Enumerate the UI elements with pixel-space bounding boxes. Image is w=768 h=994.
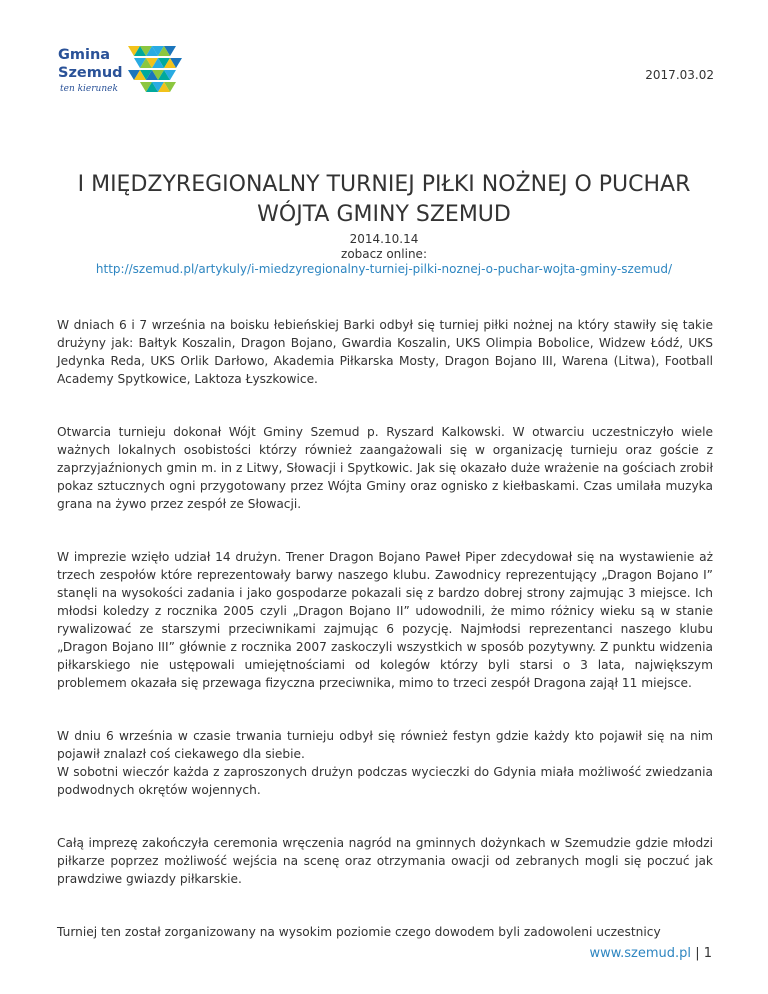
page-number: 1: [703, 946, 712, 961]
page-footer: [589, 946, 712, 961]
paragraph-festival: W dniu 6 września w czasie trwania turnieju odbył się również festyn gdzie każdy kto pojawił się na nim pojawił znalazł coś ciekawego dla siebie.: [57, 729, 713, 761]
page-header: [0, 0, 768, 120]
article-title: I MIĘDZYREGIONALNY TURNIEJ PIŁKI NOŻNEJ O PUCHAR WÓJTA GMINY SZEMUD: [77, 172, 691, 227]
article-link[interactable]: http://szemud.pl/artykuly/i-miedzyregionalny-turniej-pilki-noznej-o-puchar-wojta-gminy-szemud/: [95, 262, 673, 276]
article-body: [57, 316, 713, 976]
paragraph-summary: Turniej ten został zorganizowany na wysokim poziomie czego dowodem byli zadowoleni uczestnicy: [57, 925, 661, 939]
paragraph-teams: W dniach 6 i 7 września na boisku łebieńskiej Barki odbył się turniej piłki nożnej na który stawiły się takie drużyny jak: Bałtyk Koszalin, Dragon Bojano, Gwardia Koszalin, UKS Olimpia Bobolice, Widzew Łódź, UKS Jedynka Reda, UKS Orlik Darłowo, Akademia Piłkarska Mosty, Dragon Bojano III, Warena (Litwa), Football Academy Spytkowice, Laktoza Łyszkowice.: [57, 318, 713, 386]
logo-tagline: ten kierunek: [60, 84, 118, 94]
paragraph-ceremony: Całą imprezę zakończyła ceremonia wręczenia nagród na gminnych dożynkach w Szemudzie gdzie młodzi piłkarze poprzez możliwość wejścia na scenę oraz otrzymania owacji od zebranych mogli się poczuć jak prawdziwe gwiazdy piłkarskie.: [57, 836, 713, 886]
footer-separator: |: [695, 946, 700, 961]
triangle-mosaic-icon: [126, 44, 190, 100]
paragraph-trip: W sobotni wieczór każda z zaproszonych drużyn podczas wycieczki do Gdynia miała możliwość zwiedzania podwodnych okrętów wojennych.: [57, 765, 713, 797]
see-online-label: zobacz online:: [341, 247, 427, 261]
logo-line2: Szemud: [58, 65, 123, 81]
paragraph-results: W imprezie wzięło udział 14 drużyn. Trener Dragon Bojano Paweł Piper zdecydował się na wystawienie aż trzech zespołów które reprezentowały barwy naszego klubu. Zawodnicy reprezentujący „Dragon Bojano I” stanęli na wysokości zadania i jako gospodarze pokazali się z bardzo dobrej strony zajmując 3 miejsce. Ich młodsi koledzy z rocznika 2005 czyli „Dragon Bojano II” udowodnili, że mimo różnicy wieku są w stanie rywalizować ze starszymi przeciwnikami zajmując 6 pozycję. Najmłodsi reprezentanci naszego klubu „Dragon Bojano III” głównie z rocznika 2007 zaskoczyli wszystkich w sposób pozytywny. Z punktu widzenia piłkarskiego nie ustępowali umiejętnościami od kolegów którzy byli starsi o 3 lata, największym problemem okazała się przewaga fizyczna przeciwnika, mimo to trzeci zespół Dragona zajął 11 miejsce.: [57, 550, 713, 690]
site-link[interactable]: www.szemud.pl: [589, 946, 692, 961]
logo-line1: Gmina: [58, 47, 111, 63]
gmina-szemud-logo[interactable]: [58, 44, 190, 102]
article-date: 2014.10.14: [349, 232, 419, 246]
article-meta: [40, 232, 728, 277]
logo-wordmark: [58, 46, 123, 82]
paragraph-opening: Otwarcia turnieju dokonał Wójt Gminy Szemud p. Ryszard Kalkowski. W otwarciu uczestniczyło wiele ważnych lokalnych osobistości którzy również zaangażowali się w organizację turnieju oraz goście z zaprzyjaźnionych gmin m. in z Litwy, Słowacji i Spytkowic. Jak się okazało duże wrażenie na gościach zrobił pokaz sztucznych ogni przygotowany przez Wójta Gminy oraz ognisko z kiełbaskami. Czas umilała muzyka grana na żywo przez zespół ze Słowacji.: [57, 425, 713, 511]
header-date: 2017.03.02: [645, 68, 714, 82]
